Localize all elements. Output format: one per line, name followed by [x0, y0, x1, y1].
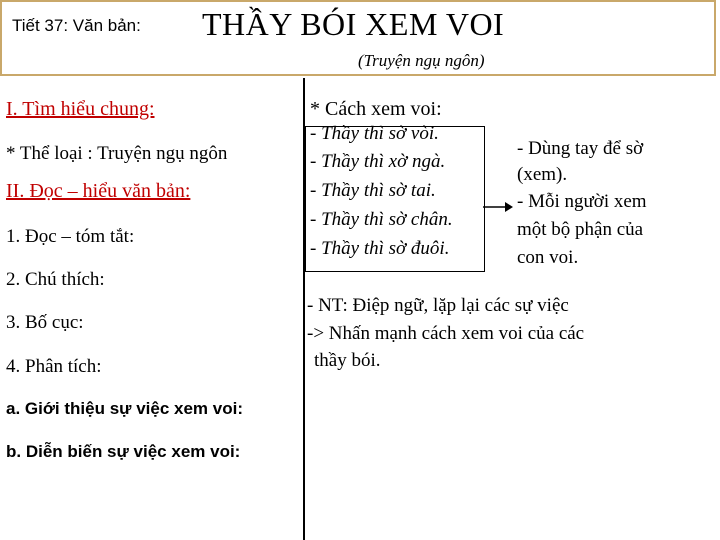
lesson-title: THẦY BÓI XEM VOI	[202, 6, 505, 42]
item-3: 3. Bố cục:	[6, 312, 84, 333]
note-line-4: một bộ phận của	[517, 219, 644, 240]
summary-line-1: - NT: Điệp ngữ, lặp lại các sự việc	[307, 295, 569, 316]
sub-item-a: a. Giới thiệu sự việc xem voi:	[6, 399, 243, 418]
touch-line-2: - Thầy thì xờ ngà.	[310, 151, 446, 172]
note-line-3: - Mỗi người xem	[517, 191, 647, 212]
viewing-methods-heading: * Cách xem voi:	[310, 98, 442, 120]
summary-line-2: -> Nhấn mạnh cách xem voi của các	[307, 323, 585, 344]
note-line-1: - Dùng tay để sờ	[517, 138, 644, 159]
note-line-2: (xem).	[517, 164, 568, 185]
note-line-5: con voi.	[517, 247, 579, 268]
section-1-heading: I. Tìm hiểu chung:	[6, 98, 155, 120]
item-1: 1. Đọc – tóm tắt:	[6, 226, 135, 247]
touch-line-4: - Thầy thì sờ chân.	[310, 209, 453, 230]
lesson-header	[0, 0, 716, 76]
touch-list-box	[305, 123, 485, 272]
genre-line: * Thể loại : Truyện ngụ ngôn	[6, 143, 228, 164]
touch-line-3: - Thầy thì sờ tai.	[310, 180, 436, 201]
sub-item-b: b. Diễn biến sự việc xem voi:	[6, 442, 241, 461]
touch-line-1: - Thầy thì sờ vòi.	[310, 123, 439, 144]
lesson-label: Tiết 37: Văn bản:	[12, 16, 141, 35]
arrow-icon	[483, 201, 513, 213]
item-2: 2. Chú thích:	[6, 269, 105, 290]
touch-line-5: - Thầy thì sờ đuôi.	[310, 238, 450, 259]
item-4: 4. Phân tích:	[6, 356, 102, 377]
lesson-genre: (Truyện ngụ ngôn)	[358, 51, 485, 70]
summary-line-3: thầy bói.	[314, 350, 381, 371]
section-2-heading: II. Đọc – hiểu văn bản:	[6, 180, 191, 202]
